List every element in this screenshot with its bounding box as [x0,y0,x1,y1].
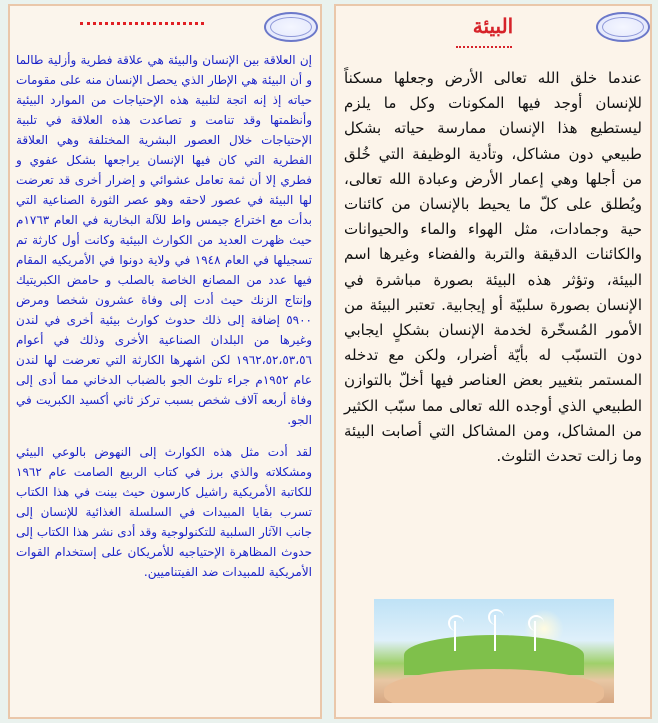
wind-turbine-icon [454,621,456,651]
left-paragraph-2: لقد أدت مثل هذه الكوارث إلى النهوض بالوعي البيئي ومشكلاته والذي برز في كتاب الربيع الصامت عام ١٩٦٢ للكاتبة الأمريكية راشيل كارسون حيث بينت في هذا الكتاب تسرب بقايا المبيدات في السلسلة الغذائية للإنسان إلى جانب الآثار السلبية للتكنولوجية وقد أدى نشر هذا الكتاب إلى حدوث المظاهرة الإحتياجيه للأمريكان على إستخدام القوات الأمريكية للمبيدات ضد الفيتناميين. [16,445,312,579]
wind-turbine-icon [494,615,496,651]
dotted-red-divider [80,22,204,25]
left-page [8,4,322,719]
right-page [334,4,652,719]
school-stamp-logo [596,12,650,42]
page-title: البيئة [472,14,514,38]
left-paragraph-1: إن العلاقة بين الإنسان والبيئة هي علاقة فطرية وأزلية طالما و أن البيئة هي الإطار الذي يحصل الإنسان منه على مقومات حياته إذ إنه اتجة لتلبية هذه الإحتياجات من الموارد البيئية وأنظمتها وقد تنامت و تصاعدت هذه العلاقة في تلبية الإحتياجات خلال العصور البشرية المختلفة وهي العلاقة الفطرية التي كان فيها الإنسان يراجعها بشكل عفوي و فطري إلا أن ثمة تعامل عشوائي و إضرار أخرى قد تعرضت لها البيئة في عصور لاحقه وهو عصر الثورة الصناعية التي بدأت مع اختراع جيمس واط للآلة البخارية في العام ١٧٦٣م حيث ظهرت العديد من الكوارث البيئية وكانت أول كارثة تم تسجيلها في العام ١٩٤٨ في ولاية دونوا في الأمريكيه المقام فيها عدد من المصانع الخاصة بالصلب و حامض الكبريتيك وإنتاج الزنك حيث أدت إلى وفاة عشرون شخصا ومرض ٥٩٠٠ إضافة إلى ذلك حدوث كوارث بيئية أخرى في لندن وغيرها من البلدان الصناعية الأخرى وذلك في أعوام ١٩٦٢،٥٢،٥٣،٥٦ لكن اشهرها الكارثة التي تعرضت لها لندن عام ١٩٥٢م جراء تلوث الجو بالضباب الدخاني مما أدى إلى وفاة أربعه آلاف شخص بسبب تركز ثاني أكسيد الكبريت في الجو. [16,53,312,427]
title-underline [456,46,512,50]
wind-turbine-icon [534,621,536,651]
environment-hand-image [374,599,614,703]
school-stamp-logo [264,12,318,42]
right-page-body: عندما خلق الله تعالى الأرض وجعلها مسكناً للإنسان أوجد فيها المكونات وكل ما يلزم ليستطيع هذا الإنسان ممارسة حياته بشكل طبيعي دون مشاكل، وتأدية الوظيفة التي خُلق من أجلها وهي إعمار الأرض وعبادة الله تعالى، ويُطلق على كلّ ما يحيط بالإنسان من كائنات حية وجمادات، مثل الهواء والماء والحيوانات والكائنات الدقيقة والتربة والفضاء وغيرها اسم البيئة، وتؤثر هذه البيئة بصورة مباشرة في الإنسان بصورة سلبيّة أو إيجابية. تعتبر البيئة من الأمور المُسخّرة لخدمة الإنسان بشكلٍ ايجابي دون التسبّب له بأيّة أضرار، ولكن مع تدخله المستمر بتغيير بعض العناصر فيها أخلّ بالتوازن الطبيعي الذي أوجده الله تعالى مما سبّب الكثير من المشاكل، ومن المشاكل التي أصابت البيئة وما زالت تحدث التلوث. [344,69,642,466]
left-page-body [16,50,312,594]
